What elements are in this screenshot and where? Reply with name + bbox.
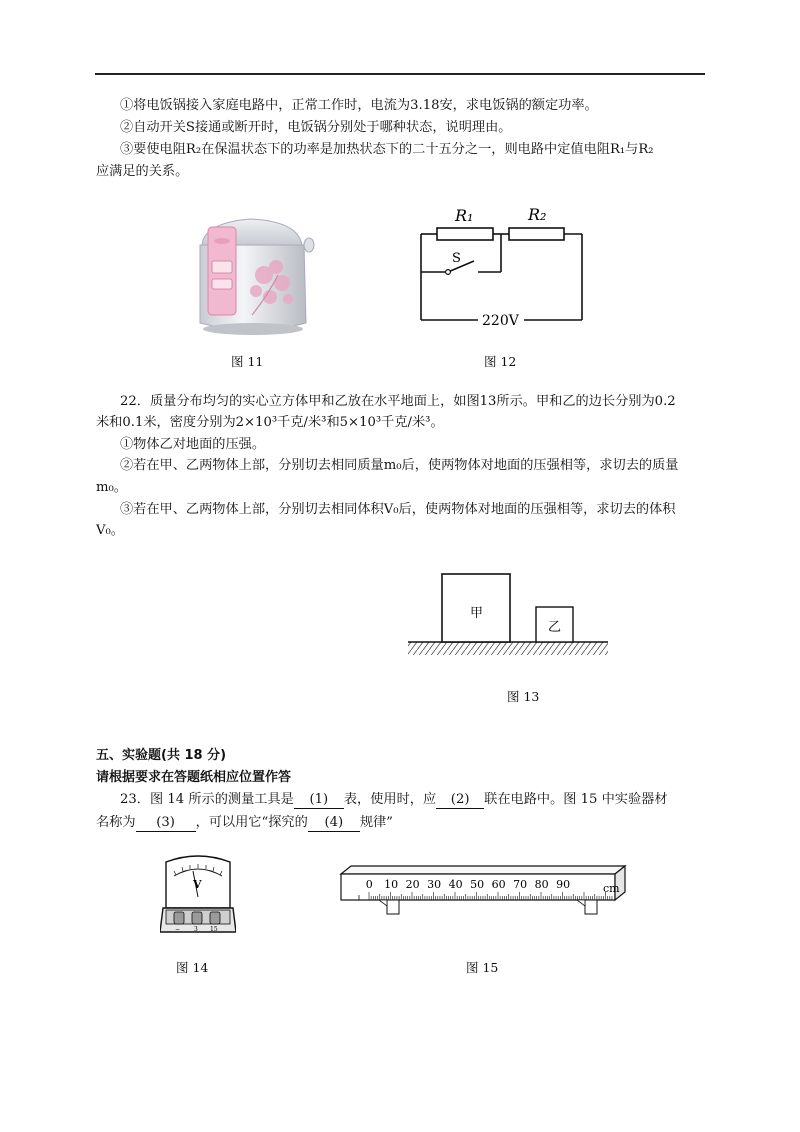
meter-letter: V (193, 878, 202, 891)
q23-text6: 规律” (359, 815, 393, 830)
q22-part3-line2: V₀。 (96, 523, 124, 538)
voltmeter-figure (160, 852, 236, 936)
scale-label-90: 90 (556, 878, 571, 891)
q23-text4: 名称为 (96, 815, 136, 830)
rice-cooker-figure (190, 205, 320, 340)
terminal-label-15: 15 (210, 926, 218, 933)
terminal-label-neg: − (175, 926, 181, 933)
q22-line2: 米和0.1米，密度分别为2×10³千克/米³和5×10³千克/米³。 (96, 415, 444, 430)
q23-line1 (120, 790, 668, 810)
scale-label-60: 60 (491, 878, 506, 891)
q23-text5: ，可以用它“探究的 (195, 815, 308, 830)
circuit-diagram (410, 200, 590, 330)
answer-blank-2[interactable]: (2) (436, 792, 484, 809)
q22-part1: ①物体乙对地面的压强。 (120, 437, 266, 452)
answer-blank-3[interactable]: (3) (136, 815, 196, 832)
fig11-caption: 图 11 (231, 354, 264, 369)
q23-text3: 联在电路中。图 15 中实验器材 (484, 792, 668, 807)
header-rule (95, 73, 705, 75)
blocks-figure (405, 570, 610, 665)
r2-label: R₂ (528, 205, 547, 224)
voltage-label: 220V (482, 313, 519, 329)
optical-bench-figure (335, 862, 630, 922)
fig12-caption: 图 12 (484, 354, 517, 369)
section-instruction: 请根据要求在答题纸相应位置作答 (96, 770, 292, 785)
scale-label-50: 50 (470, 878, 485, 891)
scale-label-30: 30 (427, 878, 442, 891)
block-b-label: 乙 (548, 620, 562, 635)
fig15-caption: 图 15 (466, 960, 499, 975)
q21-part2: ②自动开关S接通或断开时，电饭锅分别处于哪种状态，说明理由。 (120, 120, 512, 135)
scale-label-40: 40 (448, 878, 463, 891)
scale-label-0: 0 (365, 878, 373, 891)
scale-label-70: 70 (513, 878, 528, 891)
q22-line1: 22．质量分布均匀的实心立方体甲和乙放在水平地面上，如图13所示。甲和乙的边长分别为0.2 (120, 394, 676, 409)
scale-label-20: 20 (405, 878, 420, 891)
answer-blank-1[interactable]: (1) (294, 792, 344, 809)
q23-line2 (96, 813, 393, 833)
q21-part3-line2: 应满足的关系。 (96, 164, 189, 179)
answer-blank-4[interactable]: (4) (308, 815, 360, 832)
q23-text2: 表，使用时，应 (343, 792, 437, 807)
r1-label: R₁ (455, 206, 474, 225)
scale-label-10: 10 (384, 878, 399, 891)
q21-part3-line1: ③要使电阻R₂在保温状态下的功率是加热状态下的二十五分之一，则电路中定值电阻R₁与R₂ (120, 142, 654, 157)
fig13-caption: 图 13 (507, 689, 540, 704)
q21-part1: ①将电饭锅接入家庭电路中，正常工作时，电流为3.18安，求电饭锅的额定功率。 (120, 98, 598, 113)
scale-unit: cm (603, 882, 620, 895)
switch-label: S (452, 251, 461, 266)
q22-part2-line1: ②若在甲、乙两物体上部，分别切去相同质量m₀后，使两物体对地面的压强相等，求切去的质量 (120, 458, 679, 473)
terminal-label-3: 3 (194, 926, 198, 933)
q23-text1: 23．图 14 所示的测量工具是 (120, 792, 294, 807)
scale-label-80: 80 (534, 878, 549, 891)
block-a-label: 甲 (470, 606, 484, 621)
section-title: 五、实验题(共 18 分) (96, 748, 227, 763)
q22-part3-line1: ③若在甲、乙两物体上部，分别切去相同体积V₀后，使两物体对地面的压强相等，求切去的体积 (120, 502, 676, 517)
q22-part2-line2: m₀。 (96, 480, 127, 495)
fig14-caption: 图 14 (176, 960, 209, 975)
